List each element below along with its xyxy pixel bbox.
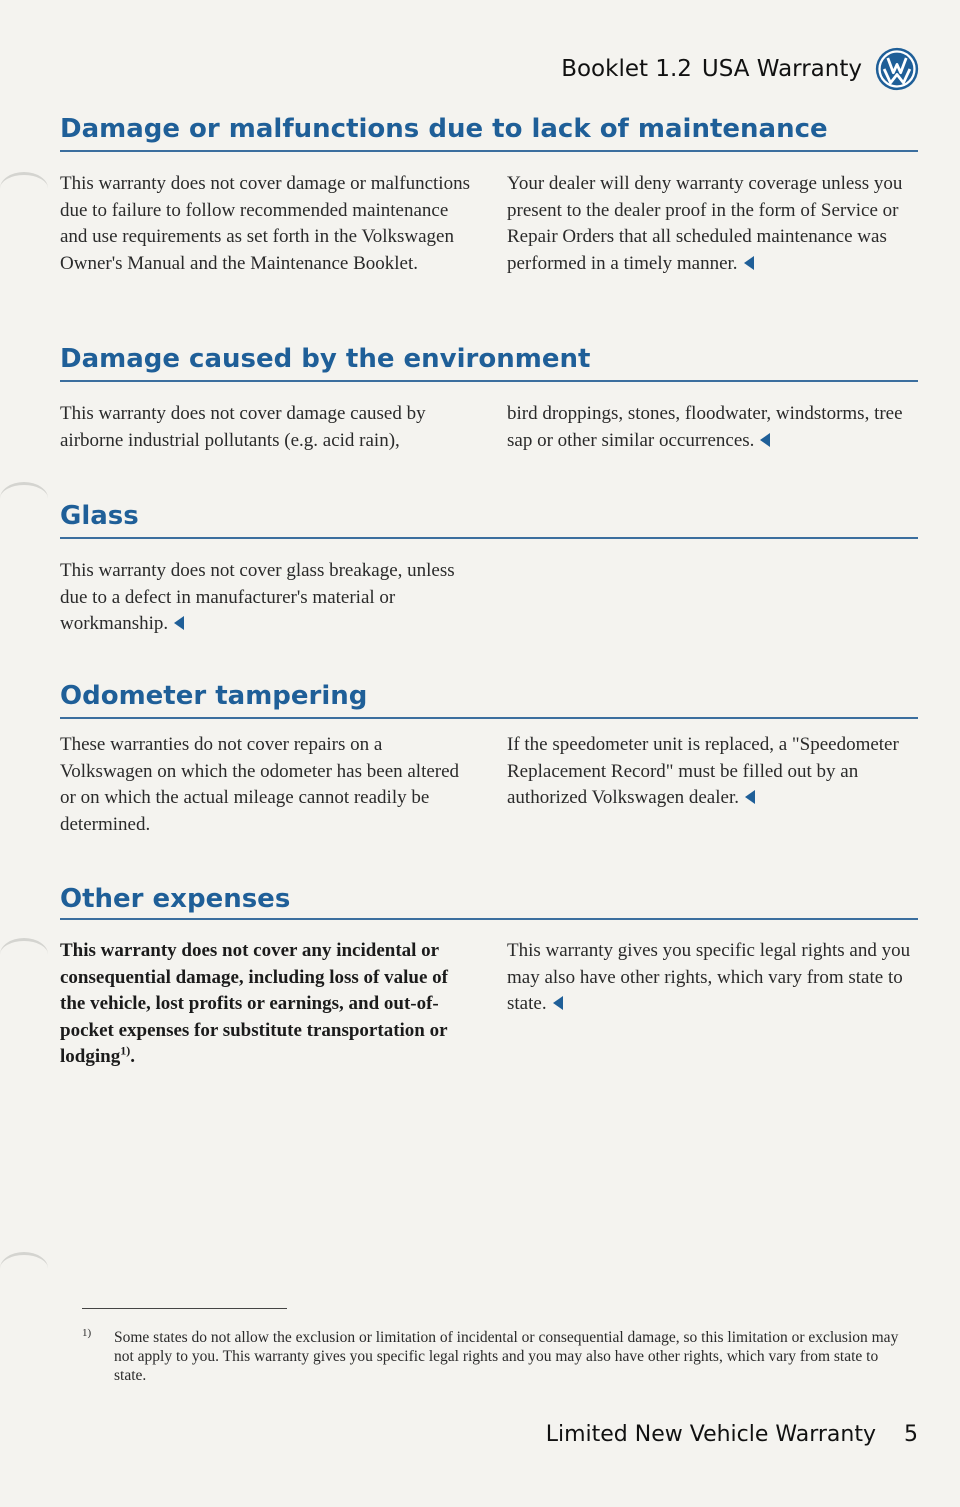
section-title: Other expenses [60, 884, 291, 914]
section-maintenance [60, 113, 918, 313]
section-text: This warranty gives you specific legal rights and you may also have other rights, which vary from state to state. [507, 940, 911, 1014]
section-text: This warranty does not cover any incidental or consequential damage, including loss of value of the vehicle, lost profits or earnings, and out-of-pocket expenses for substitute transportation or lodging [60, 940, 448, 1067]
footnote [82, 1328, 912, 1385]
section-text-left: This warranty does not cover damage or malfunctions due to failure to follow recommended maintenance and use requirements as set forth in the Volkswagen Owner's Manual and the Maintenance Booklet. [60, 173, 470, 274]
section-text: This warranty does not cover glass breakage, unless due to a defect in manufacturer's material or workmanship. [60, 560, 455, 634]
section-text-right [507, 938, 927, 1018]
footnote-divider [82, 1308, 287, 1309]
booklet-label: Booklet 1.2 [561, 56, 692, 82]
section-divider [60, 918, 918, 920]
punch-hole-mark [0, 1252, 48, 1285]
section-text-left [60, 558, 470, 638]
section-text: Your dealer will deny warranty coverage unless you present to the dealer proof in the form of Service or Repair Orders that all scheduled maintenance was performed in a timely manner. [507, 173, 903, 274]
end-of-section-icon [744, 256, 754, 270]
footer-title: Limited New Vehicle Warranty [545, 1422, 876, 1447]
end-of-section-icon [553, 996, 563, 1010]
page-number: 5 [904, 1422, 918, 1447]
section-other-expenses [60, 883, 918, 1083]
section-text: bird droppings, stones, floodwater, windstorms, tree sap or other similar occurrences. [507, 403, 903, 451]
section-text: If the speedometer unit is replaced, a "Speedometer Replacement Record" must be filled out by an authorized Volkswagen dealer. [507, 734, 899, 808]
section-divider [60, 717, 918, 719]
section-glass [60, 500, 918, 640]
page-header [561, 44, 920, 94]
section-text-left [60, 938, 470, 1071]
section-title: Glass [60, 501, 139, 531]
end-of-section-icon [174, 616, 184, 630]
header-title [561, 56, 862, 82]
section-text-left: This warranty does not cover damage caused by airborne industrial pollutants (e.g. acid rain), [60, 403, 426, 451]
section-title: Damage caused by the environment [60, 344, 591, 374]
punch-hole-mark [0, 172, 48, 205]
section-text-right [507, 401, 927, 454]
page-footer [546, 1422, 918, 1447]
section-environment [60, 343, 918, 463]
footnote-reference: 1) [120, 1043, 131, 1058]
footnote-text: Some states do not allow the exclusion or limitation of incidental or consequential damage, so this limitation or exclusion may not apply to you. This warranty gives you specific legal rights and you may also have other rights, which vary from state to state. [114, 1329, 899, 1384]
section-divider [60, 380, 918, 382]
section-title: Odometer tampering [60, 681, 368, 711]
footnote-mark: 1) [82, 1327, 92, 1339]
section-divider [60, 537, 918, 539]
punch-hole-mark [0, 482, 48, 515]
vw-logo-icon [874, 46, 920, 92]
section-odometer [60, 680, 918, 850]
section-text-right [507, 732, 927, 812]
section-title: Damage or malfunctions due to lack of maintenance [60, 114, 828, 144]
section-text-left: These warranties do not cover repairs on a Volkswagen on which the odometer has been altered or on which the actual mileage cannot readily be determined. [60, 734, 460, 835]
end-of-section-icon [760, 433, 770, 447]
end-of-section-icon [745, 790, 755, 804]
section-text-right [507, 171, 927, 277]
section-text-end: . [130, 1046, 135, 1067]
section-divider [60, 150, 918, 152]
punch-hole-mark [0, 938, 48, 971]
header-section-title: USA Warranty [701, 56, 862, 82]
